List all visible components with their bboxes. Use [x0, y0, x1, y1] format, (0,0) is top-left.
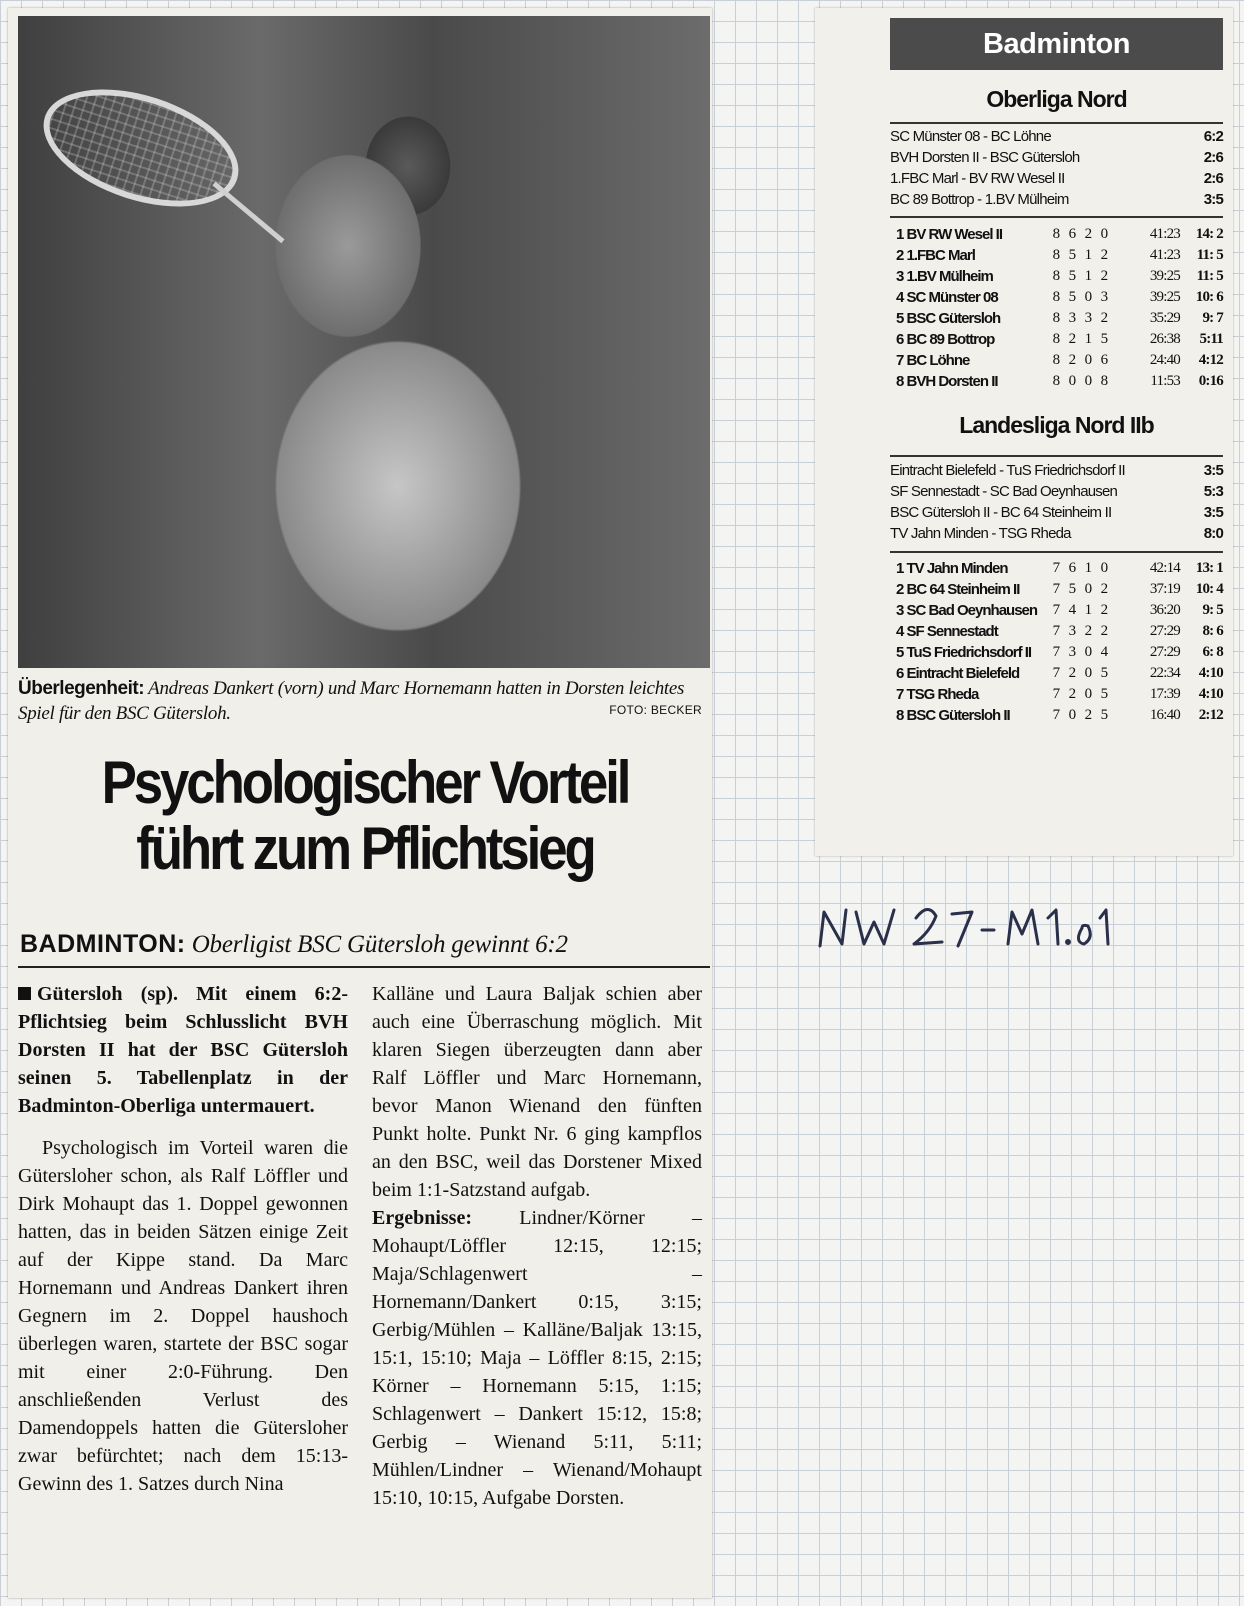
losses: 2: [1100, 247, 1108, 263]
headline-line-2: führt zum Pflichtsieg: [136, 815, 594, 882]
wins: 2: [1068, 331, 1076, 347]
fixture-result: 2:6: [1203, 170, 1223, 187]
subheadline-text: Oberligist BSC Gütersloh gewinnt 6:2: [191, 931, 568, 958]
games-played: 8: [1052, 247, 1060, 263]
handwritten-date: [812, 898, 1112, 958]
losses: 0: [1100, 226, 1108, 242]
fixture-row: [890, 126, 1223, 147]
points: 10: 4: [1195, 581, 1223, 597]
points: 4:10: [1198, 665, 1223, 681]
points: 5:11: [1199, 331, 1223, 347]
losses: 2: [1100, 602, 1108, 618]
wins: 4: [1068, 602, 1076, 618]
standings-row: [890, 371, 1223, 392]
racket-head-shape: [29, 67, 253, 228]
games-played: 8: [1052, 226, 1060, 242]
fixture-row: [890, 460, 1223, 481]
losses: 6: [1100, 352, 1108, 368]
fixture-match: 1.FBC Marl - BV RW Wesel II: [890, 170, 1065, 187]
fixtures-oberliga: [890, 126, 1223, 210]
headline-line-1: Psychologischer Vorteil: [101, 749, 629, 816]
fixture-result: 3:5: [1203, 504, 1223, 521]
team-name: 8 BSC Gütersloh II: [896, 707, 1010, 724]
draws: 2: [1084, 226, 1092, 242]
fixture-result: 6:2: [1203, 128, 1223, 145]
games-played: 8: [1052, 289, 1060, 305]
fixture-match: TV Jahn Minden - TSG Rheda: [890, 525, 1071, 542]
games-played: 7: [1052, 623, 1060, 639]
handwriting-stroke: [1008, 910, 1038, 944]
games-played: 8: [1052, 331, 1060, 347]
headline: [60, 750, 671, 882]
standings-row: [890, 329, 1223, 350]
wins: 5: [1068, 581, 1076, 597]
standings-row: [890, 558, 1223, 579]
handwriting-stroke: [856, 910, 894, 944]
losses: 2: [1100, 581, 1108, 597]
standings-row: [890, 705, 1223, 726]
team-name: 6 Eintracht Bielefeld: [896, 665, 1020, 682]
standings-row: [890, 663, 1223, 684]
team-name: 4 SC Münster 08: [896, 289, 998, 306]
losses: 3: [1100, 289, 1108, 305]
points: 6: 8: [1202, 644, 1223, 660]
standings-row: [890, 287, 1223, 308]
set-ratio: 35:29: [1149, 310, 1180, 326]
losses: 5: [1100, 331, 1108, 347]
standings-row: [890, 308, 1223, 329]
team-name: 5 BSC Gütersloh: [896, 310, 1001, 327]
fixture-match: BSC Gütersloh II - BC 64 Steinheim II: [890, 504, 1112, 521]
fixture-result: 3:5: [1203, 191, 1223, 208]
set-ratio: 27:29: [1149, 623, 1180, 639]
set-ratio: 26:38: [1149, 331, 1180, 347]
handwriting-stroke: [952, 912, 972, 946]
draws: 0: [1084, 289, 1092, 305]
points: 11: 5: [1196, 247, 1223, 263]
team-name: 1 TV Jahn Minden: [896, 560, 1008, 577]
set-ratio: 39:25: [1149, 268, 1180, 284]
games-played: 8: [1052, 310, 1060, 326]
league-rule: [890, 122, 1223, 124]
losses: 2: [1100, 268, 1108, 284]
team-name: 2 1.FBC Marl: [896, 247, 975, 264]
wins: 0: [1068, 373, 1076, 389]
draws: 1: [1084, 331, 1092, 347]
set-ratio: 37:19: [1149, 581, 1180, 597]
handwriting-stroke: [1078, 925, 1090, 944]
handwriting-stroke: [914, 909, 942, 944]
fixture-row: [890, 168, 1223, 189]
standings-row: [890, 684, 1223, 705]
lead-text: Gütersloh (sp). Mit einem 6:2-Pflichtsieg beim Schlusslicht BVH Dorsten II hat der BSC Gütersloh seinen 5. Tabellenplatz in der Badminton-Oberliga untermauert.: [18, 983, 348, 1117]
games-played: 7: [1052, 707, 1060, 723]
league-title-landesliga: Landesliga Nord IIb: [959, 412, 1154, 438]
team-name: 5 TuS Friedrichsdorf II: [896, 644, 1032, 661]
wins: 0: [1068, 707, 1076, 723]
losses: 5: [1100, 665, 1108, 681]
standings-clipping: [815, 8, 1233, 856]
losses: 5: [1100, 707, 1108, 723]
handwriting-stroke: [1067, 941, 1070, 944]
points: 8: 6: [1202, 623, 1223, 639]
points: 9: 7: [1202, 310, 1223, 326]
draws: 1: [1084, 602, 1092, 618]
fixture-result: 5:3: [1203, 483, 1223, 500]
league-rule: [890, 216, 1223, 218]
wins: 2: [1068, 665, 1076, 681]
badminton-photo: [18, 16, 710, 668]
points: 13: 1: [1195, 560, 1223, 576]
games-played: 7: [1052, 581, 1060, 597]
handwriting-stroke: [1100, 910, 1108, 944]
losses: 8: [1100, 373, 1108, 389]
games-played: 7: [1052, 665, 1060, 681]
wins: 5: [1068, 268, 1076, 284]
fixture-row: [890, 147, 1223, 168]
points: 4:10: [1198, 686, 1223, 702]
set-ratio: 36:20: [1149, 602, 1180, 618]
fixture-row: [890, 502, 1223, 523]
draws: 0: [1084, 665, 1092, 681]
fixture-match: BC 89 Bottrop - 1.BV Mülheim: [890, 191, 1069, 208]
wins: 6: [1068, 560, 1076, 576]
games-played: 8: [1052, 373, 1060, 389]
handwriting-stroke: [820, 910, 846, 946]
points: 4:12: [1198, 352, 1223, 368]
photo-caption: [18, 676, 708, 726]
league-rule: [890, 551, 1223, 553]
points: 0:16: [1198, 373, 1223, 389]
draws: 0: [1084, 686, 1092, 702]
team-name: 6 BC 89 Bottrop: [896, 331, 995, 348]
body-paragraph-2: Kalläne und Laura Baljak schien aber auch eine Überraschung möglich. Mit klaren Siegen überzeugten dann aber Ralf Löffler und Marc Hornemann, bevor Manon Wienand den fünften Punkt holte. Punkt Nr. 6 ging kampflos an den BSC, weil das Dorstener Mixed beim 1:1-Satzstand aufgab.: [372, 983, 702, 1201]
games-played: 8: [1052, 268, 1060, 284]
wins: 6: [1068, 226, 1076, 242]
fixture-match: SC Münster 08 - BC Löhne: [890, 128, 1051, 145]
wins: 3: [1068, 644, 1076, 660]
kicker: BADMINTON:: [20, 930, 186, 958]
set-ratio: 11:53: [1150, 373, 1180, 389]
article-clipping: [8, 8, 712, 1598]
body-paragraph-1: Psychologisch im Vorteil waren die Gütersloher schon, als Ralf Löffler und Dirk Mohaupt das 1. Doppel gewonnen hatten, das in beiden Sätzen einige Zeit auf der Kippe stand. Da Marc Hornemann und Andreas Dankert ihren Gegnern im 2. Doppel haushoch überlegen waren, startete der BSC sogar mit einer 2:0-Führung. Den anschließenden Verlust des Damendoppels hatten die Gütersloher zwar befürchtet; nach dem 15:13-Gewinn des 1. Satzes durch Nina: [18, 1137, 348, 1495]
fixture-result: 3:5: [1203, 462, 1223, 479]
team-name: 1 BV RW Wesel II: [896, 226, 1002, 243]
bullet-square-icon: [18, 987, 31, 1000]
fixture-row: [890, 481, 1223, 502]
set-ratio: 16:40: [1149, 707, 1180, 723]
racket-shaft-shape: [212, 182, 284, 244]
points: 10: 6: [1195, 289, 1223, 305]
standings-landesliga: [890, 558, 1223, 726]
article-column-1: [18, 980, 348, 1498]
league-title-oberliga: Oberliga Nord: [986, 86, 1127, 112]
set-ratio: 39:25: [1149, 289, 1180, 305]
wins: 5: [1068, 247, 1076, 263]
set-ratio: 41:23: [1149, 226, 1180, 242]
standings-row: [890, 621, 1223, 642]
draws: 1: [1084, 268, 1092, 284]
losses: 0: [1100, 560, 1108, 576]
draws: 0: [1084, 373, 1092, 389]
draws: 3: [1084, 310, 1092, 326]
games-played: 7: [1052, 602, 1060, 618]
team-name: 4 SF Sennestadt: [896, 623, 998, 640]
losses: 4: [1100, 644, 1108, 660]
standings-oberliga: [890, 224, 1223, 392]
points: 14: 2: [1195, 226, 1223, 242]
wins: 5: [1068, 289, 1076, 305]
set-ratio: 27:29: [1149, 644, 1180, 660]
team-name: 2 BC 64 Steinheim II: [896, 581, 1020, 598]
games-played: 7: [1052, 560, 1060, 576]
games-played: 7: [1052, 686, 1060, 702]
standings-row: [890, 600, 1223, 621]
photo-credit: FOTO: BECKER: [609, 703, 702, 717]
section-title: Badminton: [890, 18, 1223, 70]
draws: 1: [1084, 247, 1092, 263]
team-name: 3 1.BV Mülheim: [896, 268, 993, 285]
standings-row: [890, 224, 1223, 245]
standings-row: [890, 642, 1223, 663]
team-name: 7 TSG Rheda: [896, 686, 979, 703]
team-name: 3 SC Bad Oeynhausen: [896, 602, 1038, 619]
games-played: 8: [1052, 352, 1060, 368]
subheadline: [20, 930, 710, 959]
wins: 3: [1068, 310, 1076, 326]
draws: 0: [1084, 352, 1092, 368]
set-ratio: 42:14: [1149, 560, 1180, 576]
draws: 0: [1084, 644, 1092, 660]
results-text: Lindner/Körner – Mohaupt/Löffler 12:15, 12:15; Maja/Schlagenwert – Hornemann/Dankert 0:15, 3:15; Gerbig/Mühlen – Kalläne/Baljak 13:15, 15:1, 15:10; Maja – Löffler 8:15, 2:15; Körner – Hornemann 5:15, 1:15; Schlagenwert – Dankert 15:12, 15:8; Gerbig – Wienand 5:11, 5:11; Mühlen/Lindner – Wienand/Mohaupt 15:10, 10:15, Aufgabe Dorsten.: [372, 1207, 702, 1509]
lead-paragraph: [18, 980, 348, 1120]
wins: 2: [1068, 686, 1076, 702]
fixture-result: 2:6: [1203, 149, 1223, 166]
draws: 1: [1084, 560, 1092, 576]
set-ratio: 24:40: [1149, 352, 1180, 368]
standings-row: [890, 245, 1223, 266]
wins: 2: [1068, 352, 1076, 368]
team-name: 7 BC Löhne: [896, 352, 970, 369]
fixture-row: [890, 189, 1223, 210]
points: 11: 5: [1196, 268, 1223, 284]
article-column-2: [372, 980, 702, 1512]
results-paragraph: [372, 1204, 702, 1512]
caption-text: Andreas Dankert (vorn) und Marc Hornemann hatten in Dorsten leichtes Spiel für den BSC Gütersloh.: [18, 678, 685, 724]
team-name: 8 BVH Dorsten II: [896, 373, 998, 390]
results-label: Ergebnisse:: [372, 1207, 472, 1229]
wins: 3: [1068, 623, 1076, 639]
draws: 2: [1084, 623, 1092, 639]
losses: 2: [1100, 310, 1108, 326]
set-ratio: 17:39: [1149, 686, 1180, 702]
draws: 0: [1084, 581, 1092, 597]
games-played: 7: [1052, 644, 1060, 660]
league-rule: [890, 455, 1223, 457]
points: 2:12: [1198, 707, 1223, 723]
draws: 2: [1084, 707, 1092, 723]
standings-row: [890, 266, 1223, 287]
fixtures-landesliga: [890, 460, 1223, 544]
losses: 2: [1100, 623, 1108, 639]
fixture-match: BVH Dorsten II - BSC Gütersloh: [890, 149, 1080, 166]
caption-lead: Überlegenheit:: [18, 678, 145, 699]
fixture-match: SF Sennestadt - SC Bad Oeynhausen: [890, 483, 1118, 500]
handwriting-stroke: [1048, 910, 1058, 944]
set-ratio: 41:23: [1149, 247, 1180, 263]
standings-row: [890, 579, 1223, 600]
losses: 5: [1100, 686, 1108, 702]
set-ratio: 22:34: [1149, 665, 1180, 681]
fixture-row: [890, 523, 1223, 544]
fixture-match: Eintracht Bielefeld - TuS Friedrichsdorf II: [890, 462, 1125, 479]
headline-rule: [18, 966, 710, 968]
points: 9: 5: [1202, 602, 1223, 618]
standings-row: [890, 350, 1223, 371]
fixture-result: 8:0: [1203, 525, 1223, 542]
